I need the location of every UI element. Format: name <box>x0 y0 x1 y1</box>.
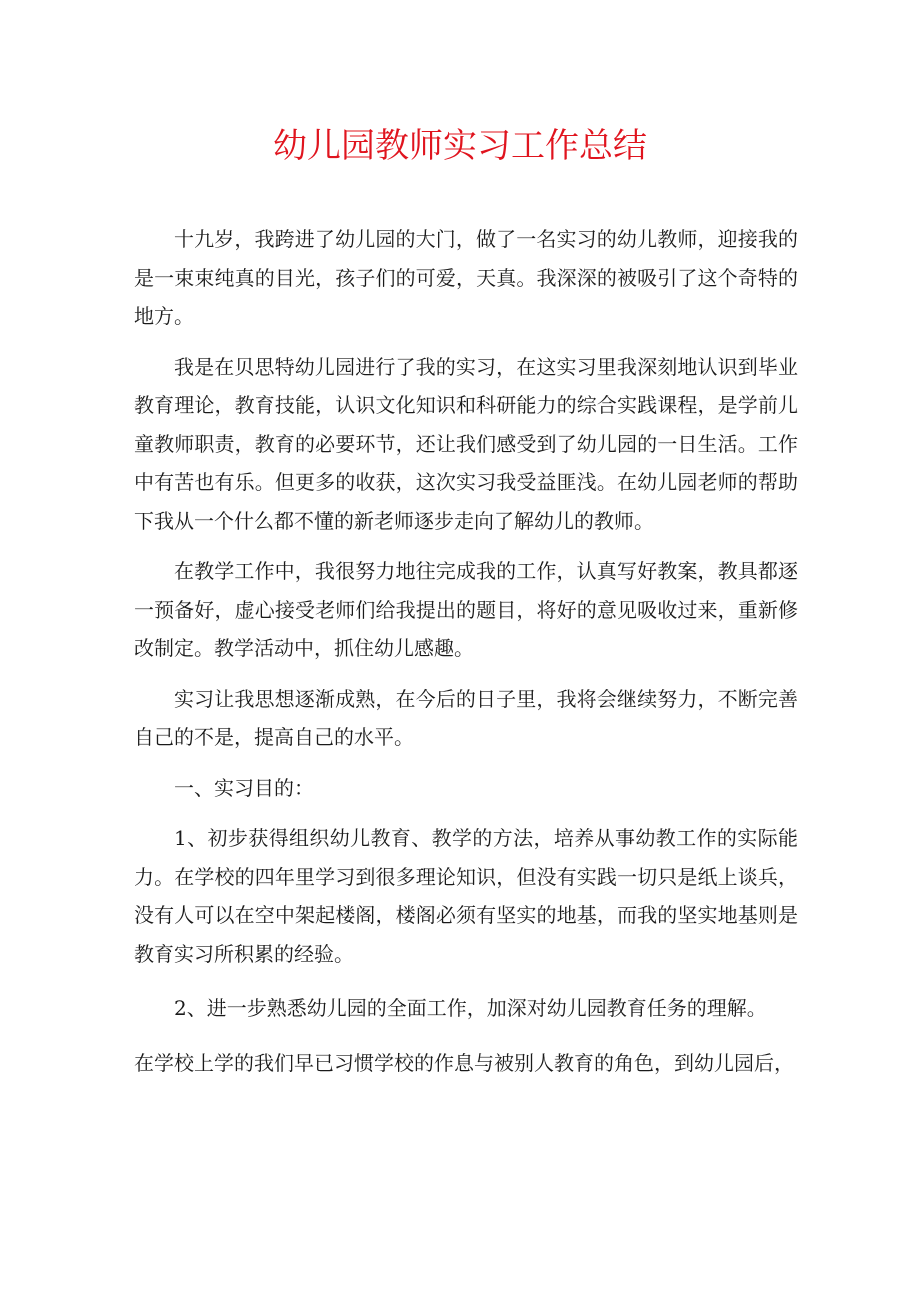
list-item-1: 1、初步获得组织幼儿教育、教学的方法，培养从事幼教工作的实际能力。在学校的四年里学习到很多理论知识，但没有实践一切只是纸上谈兵，没有人可以在空中架起楼阁，楼阁必须有坚实的地基，而我的坚实地基则是教育实习所积累的经验。 <box>134 826 798 966</box>
paragraph-intro: 十九岁，我跨进了幼儿园的大门，做了一名实习的幼儿教师，迎接我的是一束束纯真的目光，孩子们的可爱，天真。我深深的被吸引了这个奇特的地方。 <box>134 227 798 328</box>
paragraph-reflection: 实习让我思想逐渐成熟，在今后的日子里，我将会继续努力，不断完善自己的不是，提高自己的水平。 <box>134 686 798 749</box>
document-title: 幼儿园教师实习工作总结 <box>273 126 647 166</box>
paragraph-internship: 我是在贝思特幼儿园进行了我的实习，在这实习里我深刻地认识到毕业教育理论，教育技能，认识文化知识和科研能力的综合实践课程，是学前儿童教师职责，教育的必要环节，还让我们感受到了幼儿园的一日生活。工作中有苦也有乐。但更多的收获，这次实习我受益匪浅。在幼儿园老师的帮助下我从一个什么都不懂的新老师逐步走向了解幼儿的教师。 <box>134 354 798 533</box>
document-body <box>134 220 798 1082</box>
list-item-2: 2、进一步熟悉幼儿园的全面工作，加深对幼儿园教育任务的理解。 <box>174 996 767 1020</box>
paragraph-teaching: 在教学工作中，我很努力地往完成我的工作，认真写好教案，教具都逐一预备好，虚心接受老师们给我提出的题目，将好的意见吸收过来，重新修改制定。教学活动中，抓住幼儿感趣。 <box>134 559 798 660</box>
paragraph-continuation: 在学校上学的我们早已习惯学校的作息与被别人教育的角色，到幼儿园后， <box>134 1050 794 1075</box>
section-heading-purpose: 一、实习目的： <box>174 775 314 800</box>
